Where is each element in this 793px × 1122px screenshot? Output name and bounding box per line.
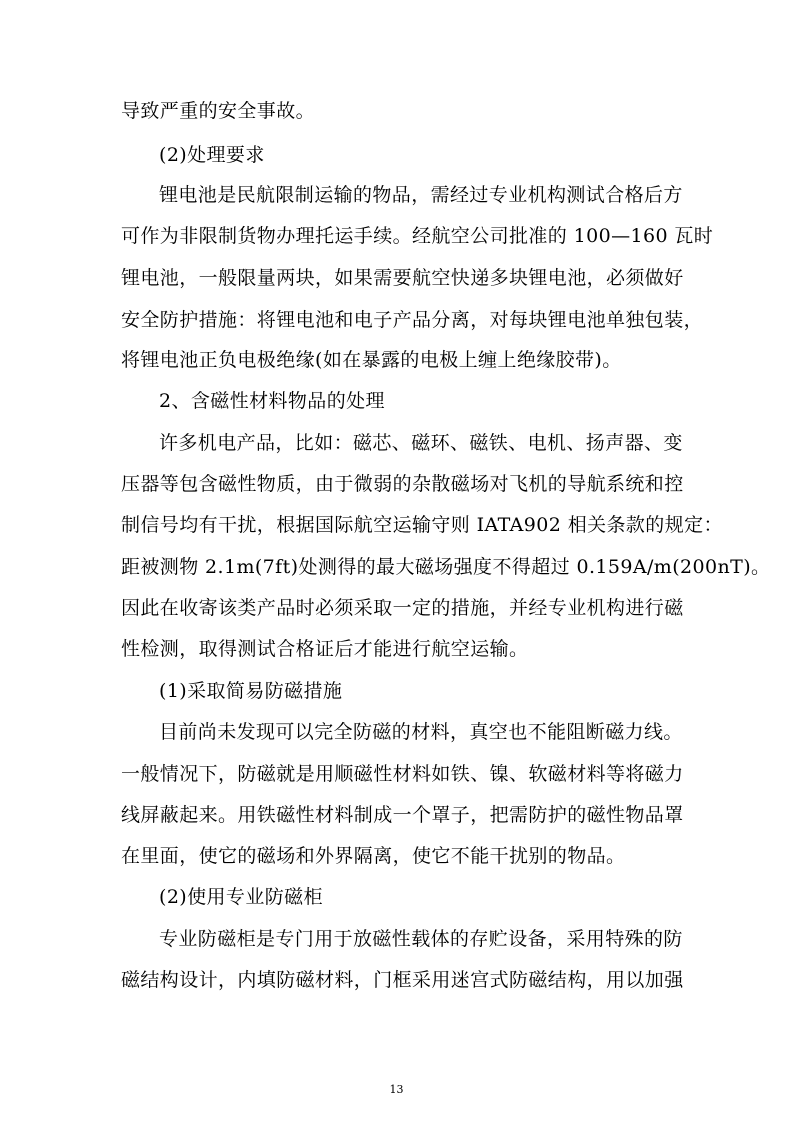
text-line: 线屏蔽起来。用铁磁性材料制成一个罩子，把需防护的磁性物品罩 xyxy=(121,804,684,826)
text-line: 将锂电池正负电极绝缘(如在暴露的电极上缠上绝缘胶带)。 xyxy=(121,349,622,371)
text-line: 可作为非限制货物办理托运手续。经航空公司批准的 100—160 瓦时 xyxy=(121,225,714,247)
text-line: 一般情况下，防磁就是用顺磁性材料如铁、镍、软磁材料等将磁力 xyxy=(121,763,684,785)
text-line: 锂电池是民航限制运输的物品，需经过专业机构测试合格后方 xyxy=(159,184,683,206)
text-line: 因此在收寄该类产品时必须采取一定的措施，并经专业机构进行磁 xyxy=(121,597,684,619)
text-line: 专业防磁柜是专门用于放磁性载体的存贮设备，采用特殊的防 xyxy=(159,928,683,950)
text-line: 许多机电产品，比如：磁芯、磁环、磁铁、电机、扬声器、变 xyxy=(159,432,683,454)
section-heading: (2)使用专业防磁柜 xyxy=(159,886,323,908)
text-line: 距被测物 2.1m(7ft)处测得的最大磁场强度不得超过 0.159A/m(200nT)。 xyxy=(121,556,771,578)
text-line: 导致严重的安全事故。 xyxy=(121,100,316,122)
text-line: 性检测，取得测试合格证后才能进行航空运输。 xyxy=(121,638,529,660)
text-line: 安全防护措施：将锂电池和电子产品分离，对每块锂电池单独包装， xyxy=(121,309,704,331)
text-line: 制信号均有干扰，根据国际航空运输守则 IATA902 相关条款的规定： xyxy=(121,514,723,536)
section-heading: (2)处理要求 xyxy=(159,144,265,166)
section-heading: 2、含磁性材料物品的处理 xyxy=(159,390,385,412)
page-number: 13 xyxy=(389,1083,404,1096)
text-line: 在里面，使它的磁场和外界隔离，使它不能干扰别的物品。 xyxy=(121,845,626,867)
section-heading: (1)采取简易防磁措施 xyxy=(159,680,343,702)
text-line: 锂电池，一般限量两块，如果需要航空快递多块锂电池，必须做好 xyxy=(121,267,684,289)
text-line: 压器等包含磁性物质，由于微弱的杂散磁场对飞机的导航系统和控 xyxy=(121,473,684,495)
text-line: 目前尚未发现可以完全防磁的材料，真空也不能阻断磁力线。 xyxy=(159,721,683,743)
text-line: 磁结构设计，内填防磁材料，门框采用迷宫式防磁结构，用以加强 xyxy=(121,969,684,991)
